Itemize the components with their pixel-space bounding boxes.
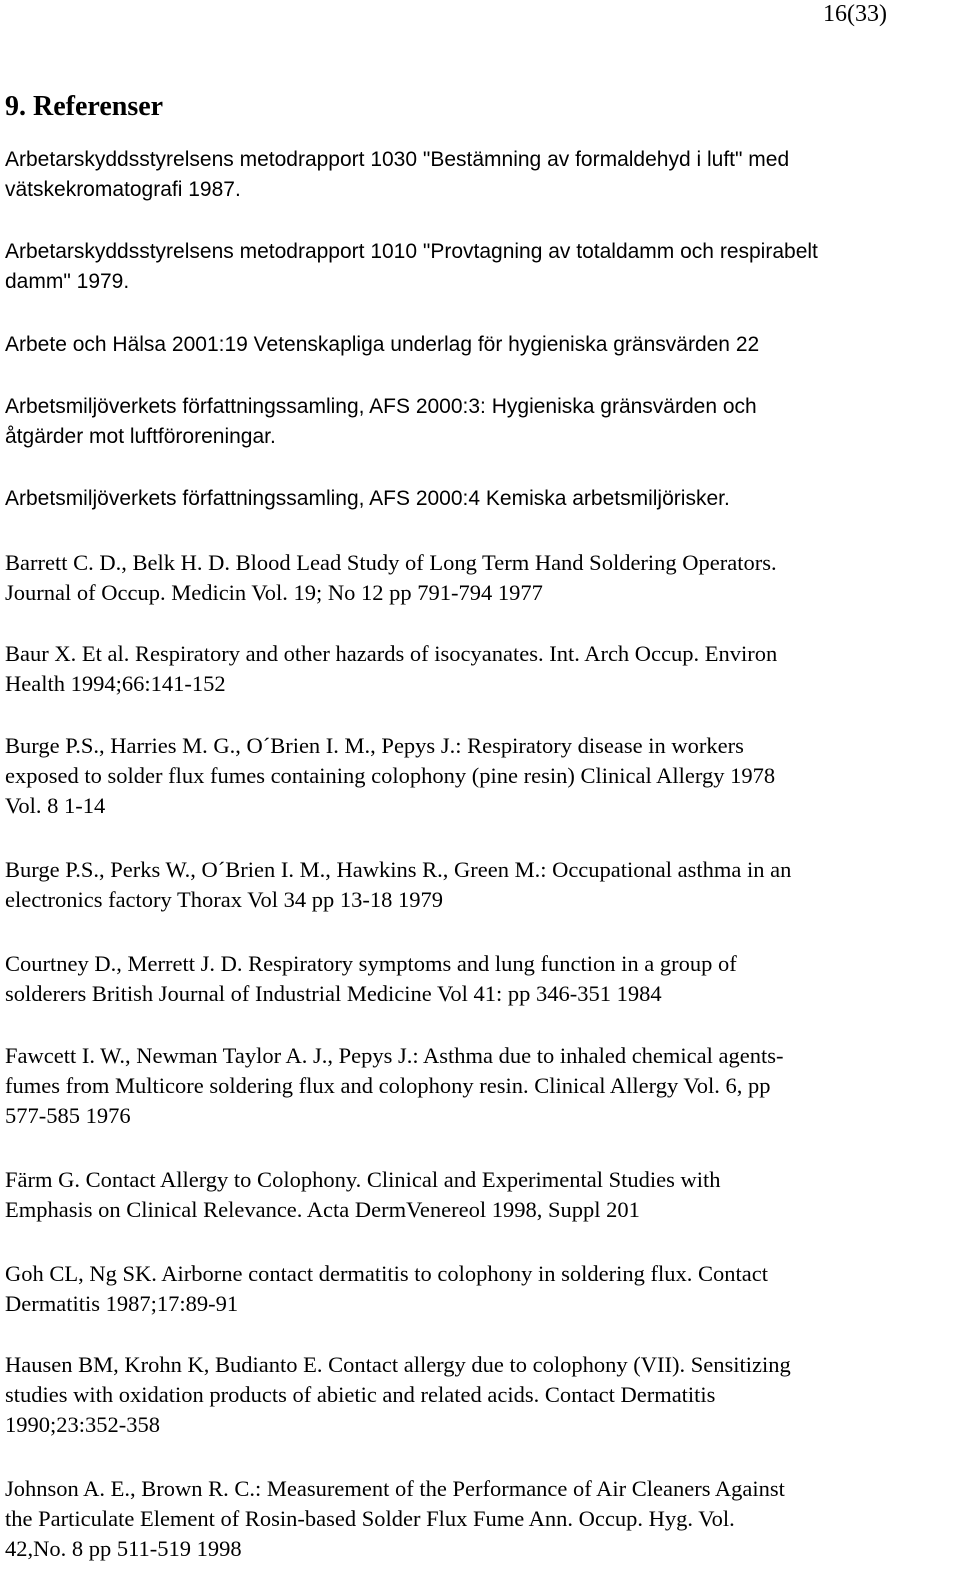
reference-item: Goh CL, Ng SK. Airborne contact dermatitis to colophony in soldering flux. Contact Dermatitis 1987;17:89-91 [5,1261,769,1316]
reference-item: Baur X. Et al. Respiratory and other hazards of isocyanates. Int. Arch Occup. Environ Health 1994;66:141-152 [5,641,778,696]
reference-item: Burge P.S., Harries M. G., O´Brien I. M., Pepys J.: Respiratory disease in workers exposed to solder flux fumes containing colophony (pine resin) Clinical Allergy 1978 Vol. 8 1-14 [5,733,776,818]
reference-item: Courtney D., Merrett J. D. Respiratory symptoms and lung function in a group of solderers British Journal of Industrial Medicine Vol 41: pp 346-351 1984 [5,951,737,1006]
reference-item: Burge P.S., Perks W., O´Brien I. M., Hawkins R., Green M.: Occupational asthma in an electronics factory Thorax Vol 34 pp 13-18 1979 [5,857,792,912]
reference-item: Hausen BM, Krohn K, Budianto E. Contact allergy due to colophony (VII). Sensitizing studies with oxidation products of abietic and related acids. Contact Dermatitis 1990;23:352-358 [5,1352,791,1437]
reference-item: Arbetarskyddsstyrelsens metodrapport 1010 "Provtagning av totaldamm och respirabelt damm" 1979. [5,240,818,293]
reference-item: Arbetarskyddsstyrelsens metodrapport 1030 "Bestämning av formaldehyd i luft" med vätskekromatografi 1987. [5,148,790,201]
reference-item: Färm G. Contact Allergy to Colophony. Clinical and Experimental Studies with Emphasis on Clinical Relevance. Acta DermVenereol 1998, Suppl 201 [5,1167,721,1222]
reference-item: Arbetsmiljöverkets författningssamling, AFS 2000:4 Kemiska arbetsmiljörisker. [5,487,730,510]
reference-item: Fawcett I. W., Newman Taylor A. J., Pepys J.: Asthma due to inhaled chemical agents- fumes from Multicore soldering flux and colophony resin. Clinical Allergy Vol. 6, pp 577-585 1976 [5,1043,784,1128]
reference-item: Arbete och Hälsa 2001:19 Vetenskapliga underlag för hygieniska gränsvärden 22 [5,333,760,356]
section-heading: 9. Referenser [5,91,164,122]
reference-item: Johnson A. E., Brown R. C.: Measurement of the Performance of Air Cleaners Against the Particulate Element of Rosin-based Solder Flux Fume Ann. Occup. Hyg. Vol. 42,No. 8 pp 511-519 1998 [5,1476,785,1561]
reference-item: Barrett C. D., Belk H. D. Blood Lead Study of Long Term Hand Soldering Operators. Journal of Occup. Medicin Vol. 19; No 12 pp 791-794 1977 [5,550,777,605]
page-number: 16(33) [823,1,887,27]
reference-item: Arbetsmiljöverkets författningssamling, AFS 2000:3: Hygieniska gränsvärden och åtgärder mot luftföroreningar. [5,395,757,448]
